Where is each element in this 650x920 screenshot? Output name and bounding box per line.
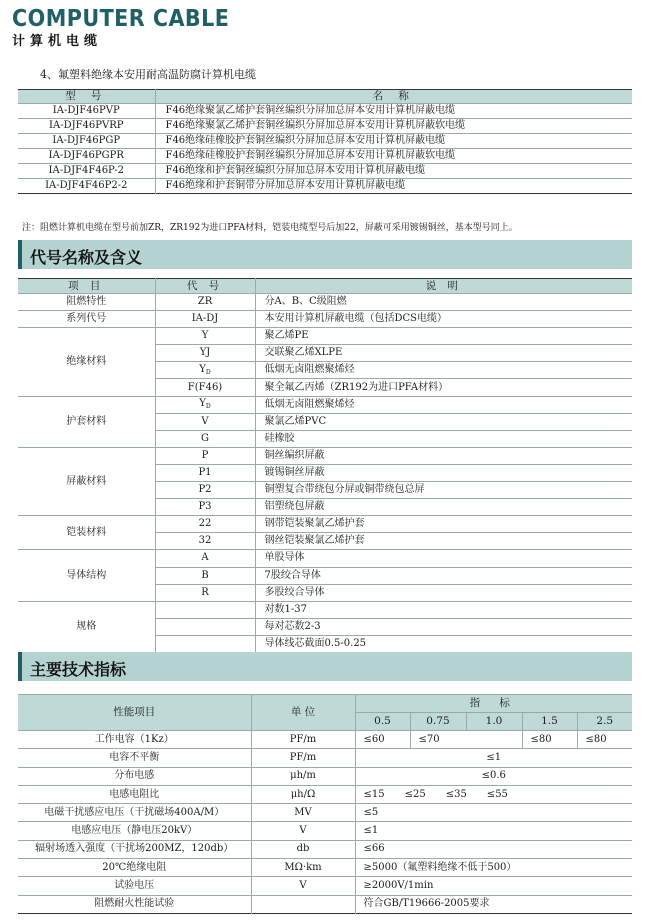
performance-item-cell: 20℃绝缘电阻: [18, 859, 251, 877]
technical-specs-table: [18, 694, 632, 914]
unit-cell: μh/m: [251, 767, 355, 785]
code-cell: [155, 345, 255, 362]
name-cell: F46绝缘聚氯乙烯护套铜丝编织分屏加总屏本安用计算机屏蔽电缆: [155, 104, 632, 119]
table-row: [18, 179, 632, 194]
header-code: 代 号: [155, 279, 255, 294]
index-value-cell: ≤5: [355, 804, 632, 822]
category-cell: 绝缘材料: [18, 328, 155, 396]
index-value-cell: ≤15 ≤25 ≤35 ≤55: [355, 785, 632, 803]
unit-cell: MΩ·km: [251, 859, 355, 877]
code-cell: [155, 601, 255, 618]
index-value-cell: 符合GB/T19666-2005要求: [355, 895, 632, 913]
description-cell: 每对芯数2-3: [255, 618, 632, 635]
category-cell: 导体结构: [18, 550, 155, 601]
unit-cell: V: [251, 877, 355, 895]
description-cell: 导体线芯截面0.5-0.25: [255, 635, 632, 652]
size-header: 2.5: [577, 713, 632, 731]
model-cell: IA-DJF4F46P-2: [18, 164, 155, 179]
category-cell: 系列代号: [18, 311, 155, 328]
description-cell: 单股导体: [255, 550, 632, 567]
category-cell: 屏蔽材料: [18, 447, 155, 515]
name-cell: F46绝缘聚氯乙烯护套铜丝编织分屏加总屏本安用计算机屏蔽软电缆: [155, 119, 632, 134]
code-cell: [155, 413, 255, 430]
table-row: [18, 859, 632, 877]
code-cell: [155, 584, 255, 601]
table-row: [18, 396, 632, 413]
size-header: 0.5: [355, 713, 410, 731]
header-model: 型 号: [18, 90, 155, 104]
header-unit: 单 位: [251, 695, 355, 731]
model-cell: IA-DJF46PGPR: [18, 149, 155, 164]
description-cell: 钢丝铠装聚氯乙烯护套: [255, 533, 632, 550]
code-text: B: [201, 569, 209, 581]
code-text: G: [201, 432, 209, 444]
code-cell: [155, 635, 255, 652]
size-header: 1.0: [466, 713, 522, 731]
index-value-cell: ≥5000（氟塑料绝缘不低于500）: [355, 859, 632, 877]
code-text: ZR: [197, 296, 213, 308]
size-header: 0.75: [410, 713, 466, 731]
performance-item-cell: 分布电感: [18, 767, 251, 785]
unit-cell: [251, 895, 355, 913]
table-row: [18, 119, 632, 134]
description-cell: 铜丝编织屏蔽: [255, 447, 632, 464]
unit-cell: db: [251, 840, 355, 858]
code-text: R: [201, 586, 209, 598]
description-cell: 多股绞合导体: [255, 584, 632, 601]
model-cell: IA-DJF4F46P2-2: [18, 179, 155, 194]
name-cell: F46绝缘硅橡胶护套铜丝编织分屏加总屏本安用计算机屏蔽电缆: [155, 134, 632, 149]
code-text: P2: [198, 484, 212, 496]
code-cell: [155, 430, 255, 447]
unit-cell: PF/m: [251, 731, 355, 749]
table-row: [18, 749, 632, 767]
header-index: 指 标: [355, 695, 632, 713]
performance-item-cell: 试验电压: [18, 877, 251, 895]
name-cell: F46绝缘和护套铜丝编织分屏加总屏本安用计算机屏蔽电缆: [155, 164, 632, 179]
table-row: [18, 294, 632, 311]
index-value-cell: ≤0.6: [355, 767, 632, 785]
brand: [12, 6, 254, 50]
table-row: [18, 149, 632, 164]
performance-item-cell: 电感应电压（静电压20kV）: [18, 822, 251, 840]
table-row: [18, 601, 632, 618]
table-row: [18, 785, 632, 803]
section-title-specs: 主要技术指标: [30, 660, 127, 679]
unit-cell: V: [251, 822, 355, 840]
index-value-cell: ≤60: [355, 731, 410, 749]
unit-cell: μh/Ω: [251, 785, 355, 803]
section-4-title: 4、氟塑料绝缘本安用耐高温防腐计算机电缆: [40, 68, 256, 81]
table-row: [18, 447, 632, 464]
performance-item-cell: 电磁干扰感应电压（干扰磁场400A/M）: [18, 804, 251, 822]
description-cell: 聚全氟乙丙烯（ZR192为进口PFA材料）: [255, 379, 632, 396]
index-value-cell: ≤70: [410, 731, 522, 749]
code-text: P: [201, 449, 209, 461]
index-value-cell: ≤80: [577, 731, 632, 749]
name-cell: F46绝缘硅橡胶护套铜丝编织分屏加总屏本安用计算机屏蔽软电缆: [155, 149, 632, 164]
code-text: Y: [201, 330, 209, 342]
code-text: P3: [198, 501, 212, 513]
description-cell: 镀锡铜丝屏蔽: [255, 464, 632, 481]
code-cell: [155, 482, 255, 499]
code-cell: [155, 328, 255, 345]
description-cell: 对数1-37: [255, 601, 632, 618]
cable-model-table: [18, 89, 632, 194]
code-cell: [155, 550, 255, 567]
code-cell: [155, 362, 255, 379]
description-cell: 铝塑绕包屏蔽: [255, 499, 632, 516]
performance-item-cell: 电感电阻比: [18, 785, 251, 803]
category-cell: 护套材料: [18, 396, 155, 447]
code-cell: [155, 516, 255, 533]
code-subscript: D: [205, 368, 211, 376]
unit-cell: PF/m: [251, 749, 355, 767]
code-text: YJ: [199, 347, 211, 359]
table-row: [18, 840, 632, 858]
header-description: 说 明: [255, 279, 632, 294]
index-value-cell: ≥2000V/1min: [355, 877, 632, 895]
code-cell: [155, 311, 255, 328]
table-row: [18, 731, 632, 749]
description-cell: 硅橡胶: [255, 430, 632, 447]
description-cell: 钢带铠装聚氯乙烯护套: [255, 516, 632, 533]
model-cell: IA-DJF46PVP: [18, 104, 155, 119]
performance-item-cell: 工作电容（1Kz）: [18, 731, 251, 749]
unit-cell: MV: [251, 804, 355, 822]
description-cell: 低烟无卤阻燃聚烯烃: [255, 362, 632, 379]
category-cell: 阻燃特性: [18, 294, 155, 311]
description-cell: 低烟无卤阻燃聚烯烃: [255, 396, 632, 413]
table-row: [18, 134, 632, 149]
code-meaning-table: [18, 278, 632, 653]
header-name: 名 称: [155, 90, 632, 104]
table-row: [18, 328, 632, 345]
description-cell: 聚乙烯PE: [255, 328, 632, 345]
performance-item-cell: 阻燃耐火性能试验: [18, 895, 251, 913]
code-cell: [155, 396, 255, 413]
code-text: Y: [199, 398, 206, 410]
table-row: [18, 516, 632, 533]
table-row: [18, 804, 632, 822]
category-cell: 铠装材料: [18, 516, 155, 550]
performance-item-cell: 电容不平衡: [18, 749, 251, 767]
code-text: P1: [198, 466, 212, 478]
header-performance-item: 性能项目: [18, 695, 251, 731]
footnote: 注：阻燃计算机电缆在型号前加ZR，ZR192为进口PFA材料，铠装电缆型号后加22，屏蔽可采用镀锡铜丝，基本型号同上。: [22, 223, 518, 233]
description-cell: 交联聚乙烯XLPE: [255, 345, 632, 362]
code-cell: [155, 294, 255, 311]
code-cell: [155, 499, 255, 516]
table-row: [18, 877, 632, 895]
description-cell: 分A、B、C级阻燃: [255, 294, 632, 311]
description-cell: 聚氯乙烯PVC: [255, 413, 632, 430]
table-row: [18, 767, 632, 785]
code-cell: [155, 533, 255, 550]
code-text: 32: [198, 535, 212, 547]
description-cell: 铜塑复合带绕包分屏或铜带绕包总屏: [255, 482, 632, 499]
code-cell: [155, 567, 255, 584]
brand-subtitle: 计算机电缆: [12, 34, 103, 49]
name-cell: F46绝缘和护套铜带分屏加总屏本安用计算机屏蔽电缆: [155, 179, 632, 194]
code-text: A: [201, 552, 209, 564]
table-row: [18, 104, 632, 119]
model-cell: IA-DJF46PGP: [18, 134, 155, 149]
section-header-specs: [18, 652, 632, 681]
code-text: F(F46): [187, 381, 223, 393]
table-row: [18, 822, 632, 840]
table-row: [18, 311, 632, 328]
model-cell: IA-DJF46PVRP: [18, 119, 155, 134]
index-value-cell: ≤1: [355, 749, 632, 767]
code-subscript: D: [205, 403, 211, 411]
code-cell: [155, 618, 255, 635]
code-cell: [155, 379, 255, 396]
brand-title: COMPUTER CABLE: [12, 6, 230, 32]
table-row: [18, 550, 632, 567]
section-header-codes: [18, 240, 632, 269]
performance-item-cell: 辐射场透入强度（干扰场200MZ，120db）: [18, 840, 251, 858]
section-title-codes: 代号名称及含义: [30, 248, 143, 267]
index-value-cell: ≤66: [355, 840, 632, 858]
code-text: Y: [199, 363, 206, 375]
table-row: [18, 164, 632, 179]
code-text: V: [201, 415, 209, 427]
code-cell: [155, 447, 255, 464]
description-cell: 本安用计算机屏蔽电缆（包括DCS电缆）: [255, 311, 632, 328]
code-cell: [155, 464, 255, 481]
description-cell: 7股绞合导体: [255, 567, 632, 584]
code-text: 22: [198, 518, 212, 530]
index-value-cell: ≤80: [522, 731, 577, 749]
size-header: 1.5: [522, 713, 577, 731]
index-value-cell: ≤1: [355, 822, 632, 840]
table-row: [18, 895, 632, 913]
category-cell: 规格: [18, 601, 155, 652]
header-item: 项 目: [18, 279, 155, 294]
code-text: IA-DJ: [191, 313, 219, 325]
